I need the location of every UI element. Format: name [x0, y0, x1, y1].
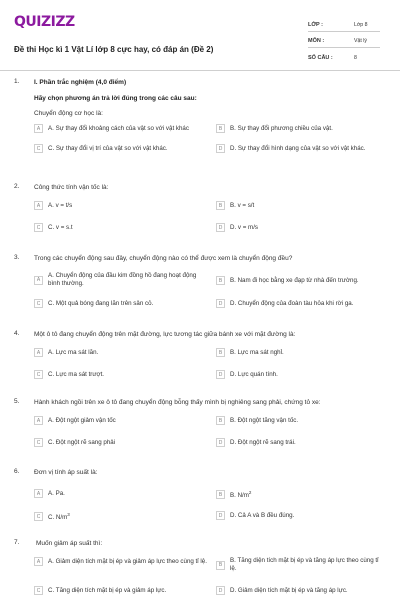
- answer-option-c[interactable]: [34, 144, 168, 153]
- answer-text: D. Chuyển động của đoàn tàu hỏa khi rời ga.: [230, 299, 354, 307]
- answer-letter: B: [216, 490, 225, 499]
- answer-option-c[interactable]: [34, 299, 153, 308]
- header-divider: [0, 70, 400, 71]
- question-text: Hành khách ngồi trên xe ô tô đang chuyển động bỗng thấy mình bị nghiêng sang phải, chứng tỏ xe:: [34, 399, 321, 406]
- question-number: 5.: [14, 398, 20, 405]
- answer-text: B. v = s/t: [230, 201, 255, 209]
- header: [14, 12, 386, 74]
- meta-key: LỚP :: [308, 22, 323, 28]
- quizizz-logo[interactable]: QUIZIZZ: [14, 14, 75, 30]
- answer-option-d[interactable]: [216, 438, 296, 447]
- answer-text: A. Lực ma sát lăn.: [48, 348, 99, 356]
- question-1: [14, 78, 386, 164]
- answer-option-b[interactable]: [216, 416, 298, 425]
- answer-option-d[interactable]: [216, 511, 294, 520]
- answer-letter: B: [216, 561, 225, 570]
- answer-letter: D: [216, 144, 225, 153]
- question-number: 6.: [14, 468, 20, 475]
- answer-option-b[interactable]: [216, 124, 333, 133]
- answer-letter: A: [34, 124, 43, 133]
- answer-text: C. v = s.t: [48, 223, 73, 231]
- page-title: Đề thi Học kì 1 Vật Lí lớp 8 cực hay, có đáp án (Đề 2): [14, 45, 214, 54]
- question-number: 3.: [14, 254, 20, 261]
- answer-option-a[interactable]: [34, 489, 65, 498]
- question-7: [14, 539, 386, 600]
- answer-option-c[interactable]: [34, 511, 70, 522]
- answer-letter: B: [216, 348, 225, 357]
- answer-letter: A: [34, 557, 43, 566]
- answer-text: D. Lực quán tính.: [230, 370, 278, 378]
- question-text: Trong các chuyển động sau đây, chuyển động nào có thể được xem là chuyển động đều?: [34, 255, 293, 262]
- answer-grid: [34, 489, 386, 529]
- answer-text: C. Tăng diện tích mặt bị ép và giảm áp lực.: [48, 586, 167, 594]
- answer-option-d[interactable]: [216, 299, 353, 308]
- answer-letter: C: [34, 586, 43, 595]
- question-4: [14, 330, 386, 388]
- section-instruction: Hãy chọn phương án trả lời đúng trong các câu sau:: [34, 95, 197, 102]
- question-number: 2.: [14, 183, 20, 190]
- question-text: Muốn giảm áp suất thì:: [36, 540, 103, 547]
- answer-letter: C: [34, 144, 43, 153]
- answer-option-b[interactable]: [216, 348, 284, 357]
- answer-grid: [34, 271, 386, 321]
- answer-letter: B: [216, 276, 225, 285]
- question-3: [14, 254, 386, 321]
- answer-letter: B: [216, 416, 225, 425]
- answer-option-b[interactable]: [216, 276, 359, 285]
- answer-letter: D: [216, 586, 225, 595]
- answer-letter: C: [34, 438, 43, 447]
- question-5: [14, 398, 386, 456]
- answer-option-a[interactable]: [34, 124, 189, 133]
- answer-letter: B: [216, 201, 225, 210]
- answer-text: C. Sự thay đổi vị trí của vật so với vật khác.: [48, 144, 168, 152]
- meta-value: Vật lý: [354, 38, 367, 44]
- question-text: Đơn vị tính áp suất là:: [34, 469, 98, 476]
- answer-option-c[interactable]: [34, 586, 166, 595]
- answer-text: A. Giảm diện tích mặt bị ép và giảm áp lực theo cùng tỉ lệ.: [48, 557, 207, 565]
- meta-value: Lớp 8: [354, 22, 368, 28]
- meta-key: MÔN :: [308, 38, 325, 44]
- answer-option-b[interactable]: [216, 201, 254, 210]
- meta-table: [308, 16, 380, 64]
- answer-option-b[interactable]: [216, 489, 251, 500]
- answer-letter: D: [216, 438, 225, 447]
- answer-text: D. Đột ngột rẽ sang trái.: [230, 438, 296, 446]
- question-text: Chuyển động cơ học là:: [34, 110, 103, 117]
- answer-text: B. Lực ma sát nghỉ.: [230, 348, 284, 356]
- meta-key: SỐ CÂU :: [308, 55, 333, 61]
- answer-option-d[interactable]: [216, 370, 278, 379]
- answer-grid: [34, 124, 386, 164]
- answer-text: D. Sự thay đổi hình dạng của vật so với vật khác.: [230, 144, 366, 152]
- answer-text: D. v = m/s: [230, 223, 259, 231]
- answer-letter: B: [216, 124, 225, 133]
- meta-row-class: [308, 16, 380, 32]
- question-text: Một ô tô đang chuyển động trên mặt đường, lực tương tác giữa bánh xe với mặt đường là:: [34, 331, 296, 338]
- answer-text: B. Đột ngột tăng vận tốc.: [230, 416, 299, 424]
- answer-grid: [34, 557, 386, 600]
- answer-option-d[interactable]: [216, 144, 365, 153]
- answer-text: A. v = t/s: [48, 201, 73, 209]
- question-number: 7.: [14, 539, 20, 546]
- answer-letter: A: [34, 489, 43, 498]
- answer-text: A. Chuyển động của đầu kim đồng hồ đang hoạt động bình thường.: [48, 272, 197, 287]
- answer-text: B. Tăng diện tích mặt bị ép và tăng áp lực theo cùng tỉ lệ.: [230, 557, 379, 572]
- section-title: I. Phần trắc nghiệm (4,0 điểm): [34, 79, 127, 86]
- answer-letter: C: [34, 370, 43, 379]
- answer-text: C. Một quả bóng đang lăn trên sân cỏ.: [48, 299, 154, 307]
- question-number: 4.: [14, 330, 20, 337]
- answer-grid: [34, 416, 386, 456]
- question-text: Công thức tính vận tốc là:: [34, 184, 109, 191]
- answer-letter: C: [34, 223, 43, 232]
- answer-option-a[interactable]: [34, 557, 210, 566]
- answer-option-c[interactable]: [34, 438, 115, 447]
- answer-option-a[interactable]: [34, 272, 210, 288]
- answer-option-c[interactable]: [34, 370, 104, 379]
- answer-option-b[interactable]: [216, 557, 386, 573]
- answer-letter: D: [216, 299, 225, 308]
- answer-letter: A: [34, 201, 43, 210]
- answer-letter: D: [216, 370, 225, 379]
- answer-option-a[interactable]: [34, 348, 98, 357]
- answer-text: B. Sự thay đổi phương chiều của vật.: [230, 124, 333, 132]
- answer-text: D. Cả A và B đều đúng.: [230, 511, 295, 519]
- answer-letter: A: [34, 416, 43, 425]
- answer-text: A. Pa.: [48, 489, 65, 497]
- answer-letter: A: [34, 348, 43, 357]
- question-number: 1.: [14, 78, 20, 85]
- answer-letter: D: [216, 223, 225, 232]
- answer-text: C. Lực ma sát trượt.: [48, 370, 105, 378]
- answer-text: A. Sự thay đổi khoảng cách của vật so với vật khác: [48, 124, 189, 132]
- answer-option-c[interactable]: [34, 223, 73, 232]
- answer-text: B. Nam đi học bằng xe đạp từ nhà đến trường.: [230, 276, 359, 284]
- answer-text: C. Đột ngột rẽ sang phải: [48, 438, 116, 446]
- meta-row-count: [308, 48, 380, 64]
- meta-value: 8: [354, 55, 357, 61]
- answer-text: B. $N/m^2$: [230, 490, 252, 500]
- answer-option-a[interactable]: [34, 201, 72, 210]
- answer-text: D. Giảm diện tích mặt bị ép và tăng áp lực.: [230, 586, 348, 594]
- answer-grid: [34, 348, 386, 388]
- question-2: [14, 183, 386, 241]
- answer-option-d[interactable]: [216, 586, 348, 595]
- answer-grid: [34, 201, 386, 241]
- answer-text: C. $N/m^3$: [48, 512, 70, 522]
- answer-text: A. Đột ngột giảm vận tốc: [48, 416, 116, 424]
- answer-option-d[interactable]: [216, 223, 258, 232]
- answer-letter: A: [34, 276, 43, 285]
- answer-option-a[interactable]: [34, 416, 116, 425]
- answer-letter: D: [216, 511, 225, 520]
- meta-row-subject: [308, 32, 380, 48]
- answer-letter: C: [34, 512, 43, 521]
- question-6: [14, 468, 386, 529]
- answer-letter: C: [34, 299, 43, 308]
